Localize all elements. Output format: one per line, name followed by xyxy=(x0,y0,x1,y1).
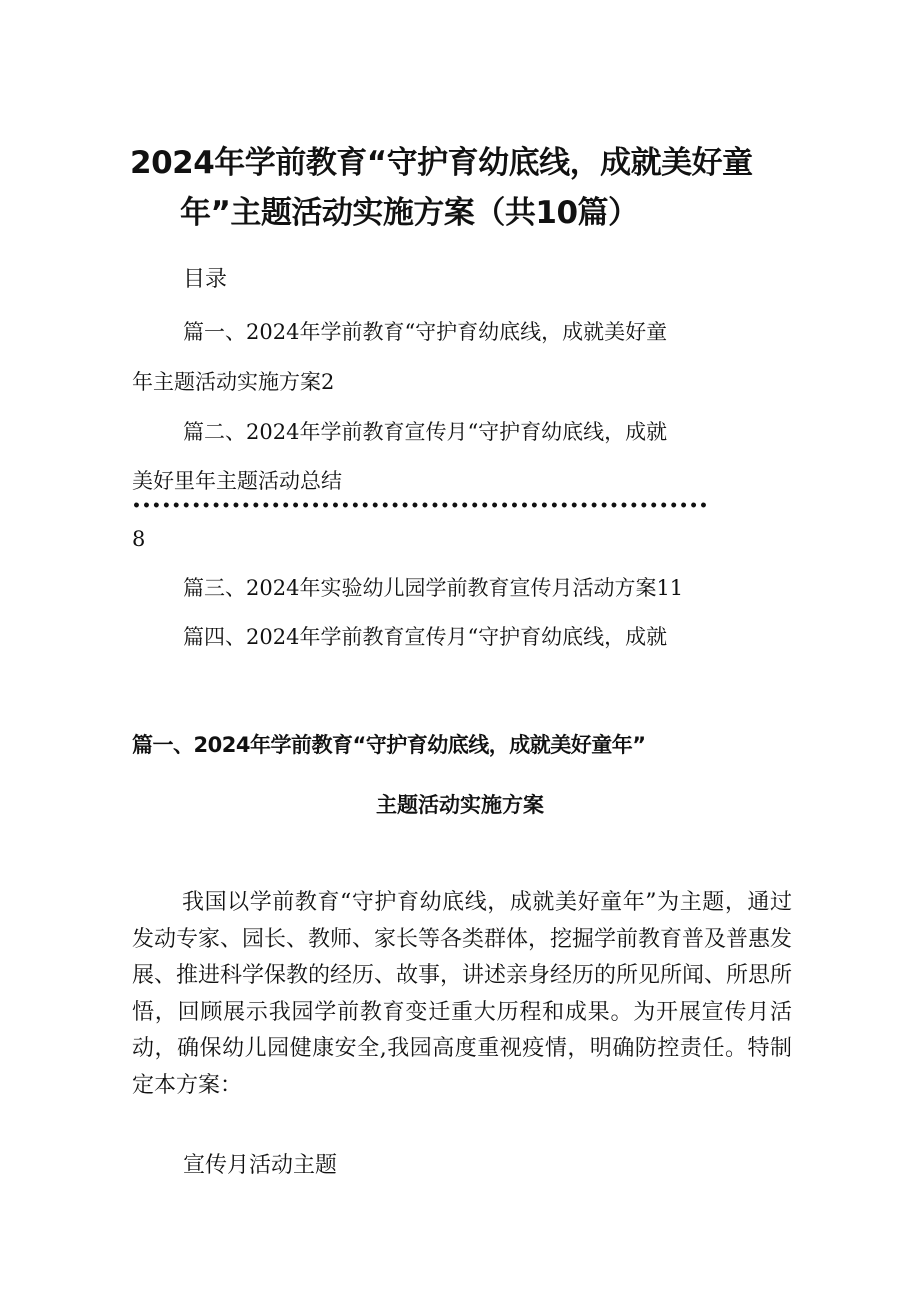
title-line-1: 2024年学前教育“守护育幼底线，成就美好童 xyxy=(130,145,753,181)
subsection-heading: 宣传月活动主题 xyxy=(183,1153,338,1178)
toc-entry-2-line-2[interactable]: 美好里年主题活动总结 xyxy=(132,469,342,493)
section-subheading: 主题活动实施方案 xyxy=(376,793,544,817)
toc-entry-4-line-1[interactable]: 篇四、2024年学前教育宣传月“守护育幼底线，成就 xyxy=(183,625,668,649)
title-line-2: 年”主题活动实施方案（共10篇） xyxy=(180,195,639,231)
toc-entry-2-line-1[interactable]: 篇二、2024年学前教育宣传月“守护育幼底线，成就 xyxy=(183,420,668,444)
section-heading: 篇一、2024年学前教育“守护育幼底线，成就美好童年” xyxy=(132,733,646,757)
toc-entry-2-page[interactable]: 8 xyxy=(132,527,146,551)
toc-heading: 目录 xyxy=(183,267,228,292)
document-title xyxy=(130,138,800,238)
body-paragraph: 我国以学前教育“守护育幼底线，成就美好童年”为主题，通过发动专家、园长、教师、家长等各类群体，挖掘学前教育普及普惠发展、推进科学保教的经历、故事，讲述亲身经历的所见所闻、所思所悟，回顾展示我园学前教育变迁重大历程和成果。为开展宣传月活动，确保幼儿园健康安全,我园高度重视疫情，明确防控责任。特制定本方案： xyxy=(132,890,793,1098)
toc-entry-3-line-1[interactable]: 篇三、2024年实验幼儿园学前教育宣传月活动方案11 xyxy=(183,576,684,600)
toc-leader-dots: •••••••••••••••••••••••••••••••••••••••••••••••••••••••••• xyxy=(132,498,709,514)
toc-entry-1-line-2[interactable]: 年主题活动实施方案2 xyxy=(132,370,335,394)
toc-entry-1-line-1[interactable]: 篇一、2024年学前教育“守护育幼底线，成就美好童 xyxy=(183,320,668,344)
